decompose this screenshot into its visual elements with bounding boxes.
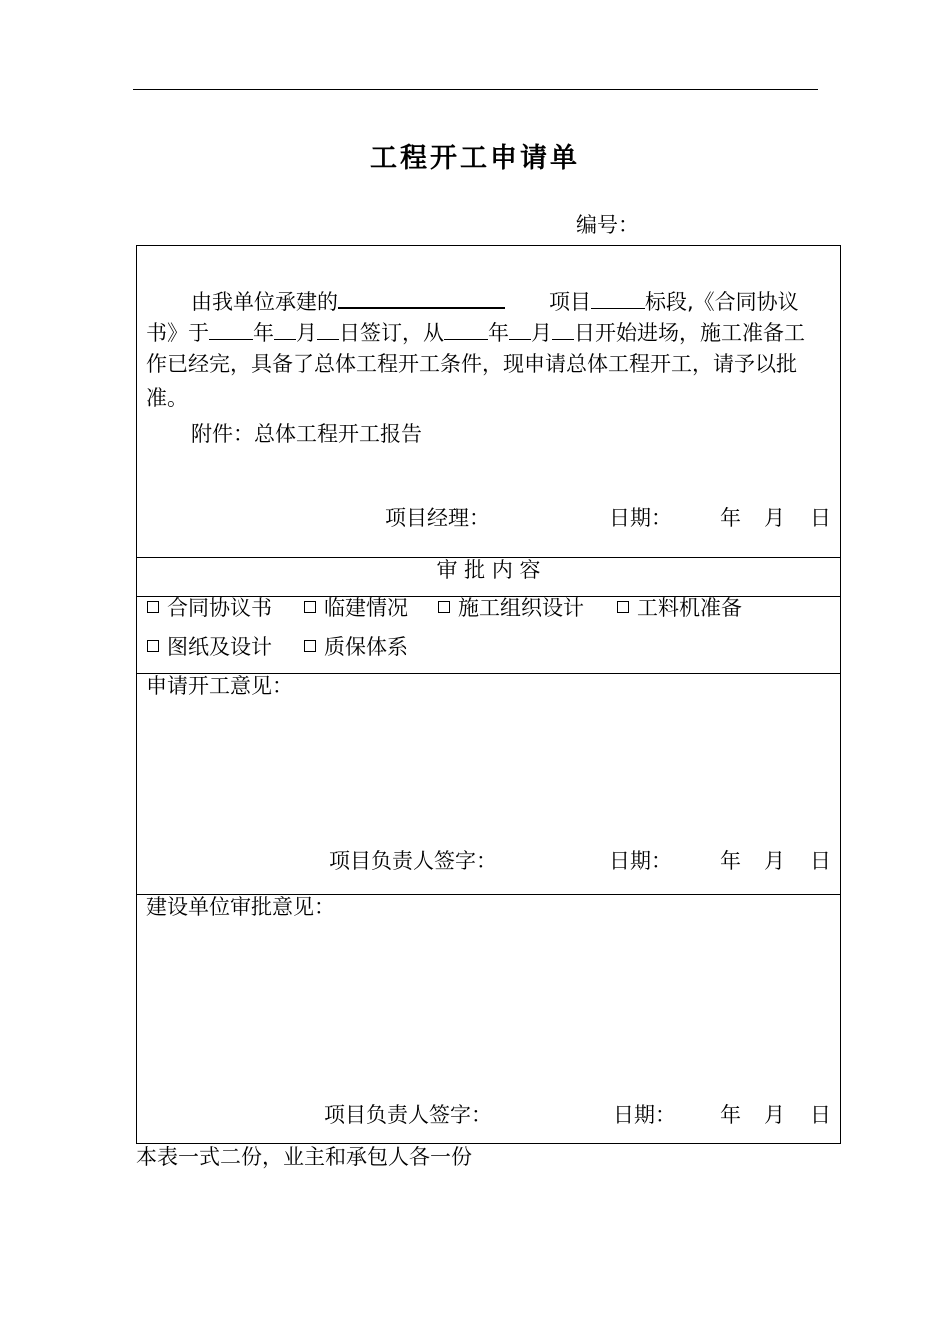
application-line-3: 作已经完，具备了总体工程开工条件，现申请总体工程开工，请予以批 [146,352,797,376]
application-opinion-label: 申请开工意见： [146,674,293,698]
project-leader-signature-label: 项目负责人签字： [329,849,497,873]
checkbox-icon[interactable] [147,601,159,613]
date-label: 日期： [609,506,672,530]
project-manager-label: 项目经理： [385,506,490,530]
entry-month-pad-blank[interactable] [509,317,531,340]
entry-day-blank[interactable] [552,317,574,340]
footer-note: 本表一式二份，业主和承包人各一份 [136,1145,472,1169]
application-line-4: 准。 [146,386,188,410]
application-line-1: 由我单位承建的 项目 标段,《合同协议 [191,285,799,316]
owner-approval-opinion-label: 建设单位审批意见： [146,895,335,919]
checklist-item[interactable]: 合同协议书 [147,594,272,622]
sign-day-blank[interactable] [317,317,339,340]
checklist-item[interactable]: 图纸及设计 [147,633,272,661]
checkbox-icon[interactable] [304,601,316,613]
section-blank[interactable] [591,286,645,309]
date-year: 年 [720,506,741,530]
checklist-item[interactable]: 质保体系 [304,633,408,661]
date-label: 日期： [613,1103,676,1127]
attachment-line: 附件：总体工程开工报告 [191,422,422,446]
date-month: 月 [764,849,785,873]
entry-year-blank[interactable] [444,317,488,340]
date-year: 年 [720,1103,741,1127]
date-month: 月 [764,1103,785,1127]
application-line-2: 书》于 年 月 日签订，从 年 月 日开始进场，施工准备工 [146,317,805,347]
date-day: 日 [810,506,831,530]
sign-month-pad-blank[interactable] [274,317,296,340]
sign-year-blank[interactable] [209,317,253,340]
checkbox-icon[interactable] [617,601,629,613]
checklist-item[interactable]: 临建情况 [304,594,408,622]
date-label: 日期： [609,849,672,873]
date-day: 日 [810,849,831,873]
project-name-blank[interactable] [338,285,505,309]
approval-content-header: 审 批 内 容 [436,558,541,582]
application-form-table [136,245,841,1144]
checkbox-icon[interactable] [304,640,316,652]
date-month: 月 [764,506,785,530]
top-rule [133,89,818,90]
date-year: 年 [720,849,741,873]
checkbox-icon[interactable] [438,601,450,613]
checkbox-icon[interactable] [147,640,159,652]
date-day: 日 [810,1103,831,1127]
serial-number-label: 编号： [576,213,639,237]
project-leader-signature-label: 项目负责人签字： [324,1103,492,1127]
checklist-item[interactable]: 施工组织设计 [438,594,584,622]
page-title: 工程开工申请单 [370,143,580,174]
checklist-item[interactable]: 工料机准备 [617,594,742,622]
